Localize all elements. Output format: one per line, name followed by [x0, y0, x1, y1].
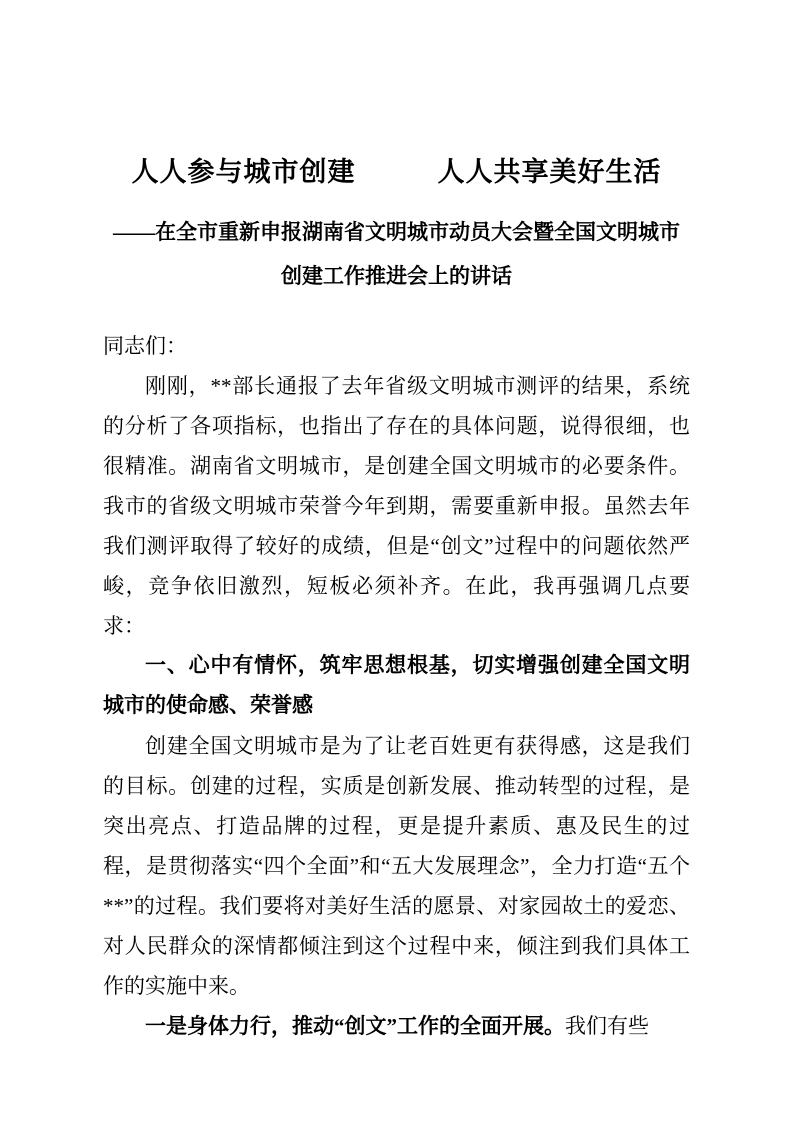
title-part-2: 人人共享美好生活	[437, 157, 662, 187]
subtitle-line-1: ——在全市重新申报湖南省文明城市动员大会暨全国文明城市	[113, 220, 680, 244]
paragraph-2: 创建全国文明城市是为了让老百姓更有获得感，这是我们的目标。创建的过程，实质是创新发展、推动转型的过程，是突出亮点、打造品牌的过程，更是提升素质、惠及民生的过程，是贯彻落实“四个全面”和“五大发展理念”，全力打造“五个**”的过程。我们要将对美好生活的愿景、对家园故土的爱恋、对人民群众的深情都倾注到这个过程中来，倾注到我们具体工作的实施中来。	[103, 734, 690, 998]
title-part-1: 人人参与城市创建	[131, 157, 356, 187]
section-1-heading: 一、心中有情怀，筑牢思想根基，切实增强创建全国文明城市的使命感、荣誉感	[103, 654, 690, 717]
document-title	[103, 150, 690, 194]
document-body	[103, 326, 690, 1046]
salutation: 同志们：	[103, 334, 187, 358]
subtitle-line-2: 创建工作推进会上的讲话	[281, 264, 512, 288]
paragraph-3-rest: 我们有些	[565, 1014, 649, 1038]
document-subtitle	[103, 210, 690, 298]
paragraph-3	[103, 1006, 690, 1046]
paragraph-3-lead: 一是身体力行，推动“创文”工作的全面开展。	[145, 1014, 565, 1038]
paragraph-1: 刚刚，**部长通报了去年省级文明城市测评的结果，系统的分析了各项指标，也指出了存在的具体问题，说得很细，也很精准。湖南省文明城市，是创建全国文明城市的必要条件。我市的省级文明城市荣誉今年到期，需要重新申报。虽然去年我们测评取得了较好的成绩，但是“创文”过程中的问题依然严峻，竞争依旧激烈，短板必须补齐。在此，我再强调几点要求：	[103, 374, 690, 638]
